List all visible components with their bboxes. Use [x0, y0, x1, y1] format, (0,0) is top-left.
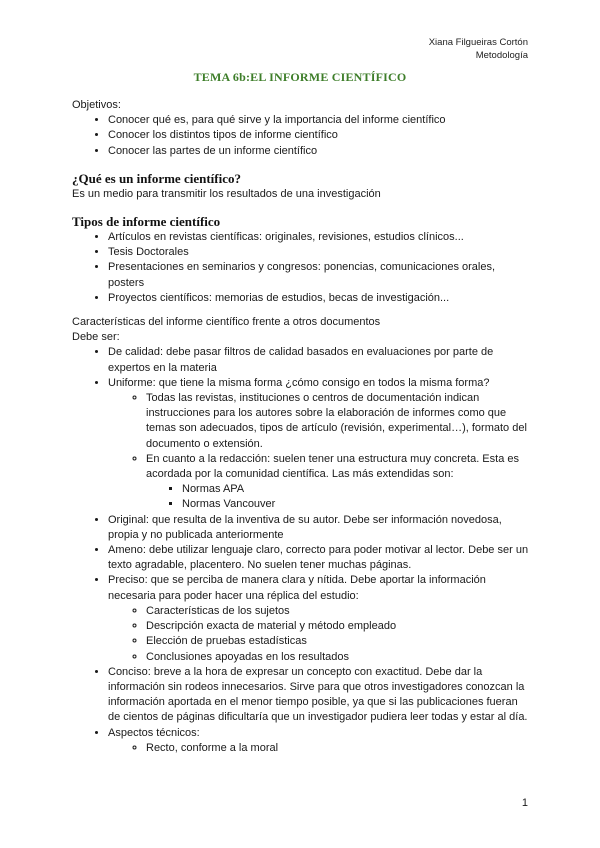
sub-list-item-text: En cuanto a la redacción: suelen tener una estructura muy concreta. Esta es acordada por la comunidad científica. Las más extendidas son: [146, 452, 519, 481]
list-item: • Original: que resulta de la inventiva de su autor. Debe ser información novedosa, propia y no publicada anteriormente [108, 513, 532, 543]
sub-list-item: ◦ Descripción exacta de material y método empleado [146, 619, 532, 634]
list-item: • Artículos en revistas científicas: originales, revisiones, estudios clínicos... [108, 230, 532, 245]
list-item [108, 573, 532, 664]
document-title: TEMA 6b:EL INFORME CIENTÍFICO [193, 70, 407, 84]
sub-list-item: ◦ Recto, conforme a la moral [146, 741, 532, 756]
list-item-text: Uniforme: que tiene la misma forma ¿cómo consigo en todos la misma forma? [108, 376, 490, 389]
author-name: Xiana Filgueiras Cortón [428, 37, 528, 48]
list-item: • Proyectos científicos: memorias de estudios, becas de investigación... [108, 291, 532, 306]
sub-list [108, 391, 532, 513]
what-is-text: Es un medio para transmitir los resultados de una investigación [72, 187, 381, 200]
characteristics-intro: Características del informe científico frente a otros documentos [72, 316, 381, 329]
must-be-label: Debe ser: [72, 331, 120, 344]
subject-name: Metodología [475, 50, 528, 61]
document-body [72, 98, 532, 756]
list-item-text: Preciso: que se perciba de manera clara y nítida. Debe aportar la información necesaria para poder hacer una réplica del estudio: [108, 574, 486, 602]
types-list [72, 230, 532, 306]
sub-list-item [146, 452, 532, 513]
sub-list [108, 604, 532, 665]
objectives-list [72, 113, 532, 159]
norms-list [146, 482, 532, 512]
norm-item: ▪ Normas Vancouver [182, 497, 532, 512]
list-item: • Conocer los distintos tipos de informe científico [108, 128, 532, 143]
sub-list-item: ◦ Características de los sujetos [146, 604, 532, 619]
list-item: • Conocer qué es, para qué sirve y la importancia del informe científico [108, 113, 532, 128]
list-item: • Presentaciones en seminarios y congresos: ponencias, comunicaciones orales, posters [108, 260, 532, 290]
page-number: 1 [521, 797, 528, 809]
sub-list [108, 741, 532, 756]
norm-item: ▪ Normas APA [182, 482, 532, 497]
page-header [429, 36, 528, 62]
types-heading: Tipos de informe científico [72, 214, 221, 230]
sub-list-item: ◦ Todas las revistas, instituciones o centros de documentación indican instrucciones para los autores sobre la elaboración de informes como que temas son adecuados, tipos de artículo (revisión, experimental…), formato del documento o extensión. [146, 391, 532, 452]
list-item [108, 376, 532, 513]
list-item: • Tesis Doctorales [108, 245, 532, 260]
objectives-label: Objetivos: [72, 99, 121, 111]
list-item: • De calidad: debe pasar filtros de calidad basados en evaluaciones por parte de expertos en la materia [108, 345, 532, 375]
list-item [108, 726, 532, 756]
what-is-heading: ¿Qué es un informe científico? [72, 170, 241, 186]
characteristics-list [72, 345, 532, 755]
list-item-text: Aspectos técnicos: [108, 726, 200, 739]
list-item: • Ameno: debe utilizar lenguaje claro, correcto para poder motivar al lector. Debe ser un texto agradable, placentero. No suelen tener muchas páginas. [108, 543, 532, 573]
list-item: • Conocer las partes de un informe científico [108, 144, 532, 159]
sub-list-item: ◦ Conclusiones apoyadas en los resultados [146, 650, 532, 665]
sub-list-item: ◦ Elección de pruebas estadísticas [146, 634, 532, 649]
list-item: • Conciso: breve a la hora de expresar un concepto con exactitud. Debe dar la información sin rodeos innecesarios. Sirve para que otros investigadores conozcan la información aportada en el menor tiempo posible, ya que si las publicaciones fueran de cientos de páginas dificultaría que un investigador pudiera leer todas y estar al día. [108, 665, 532, 726]
